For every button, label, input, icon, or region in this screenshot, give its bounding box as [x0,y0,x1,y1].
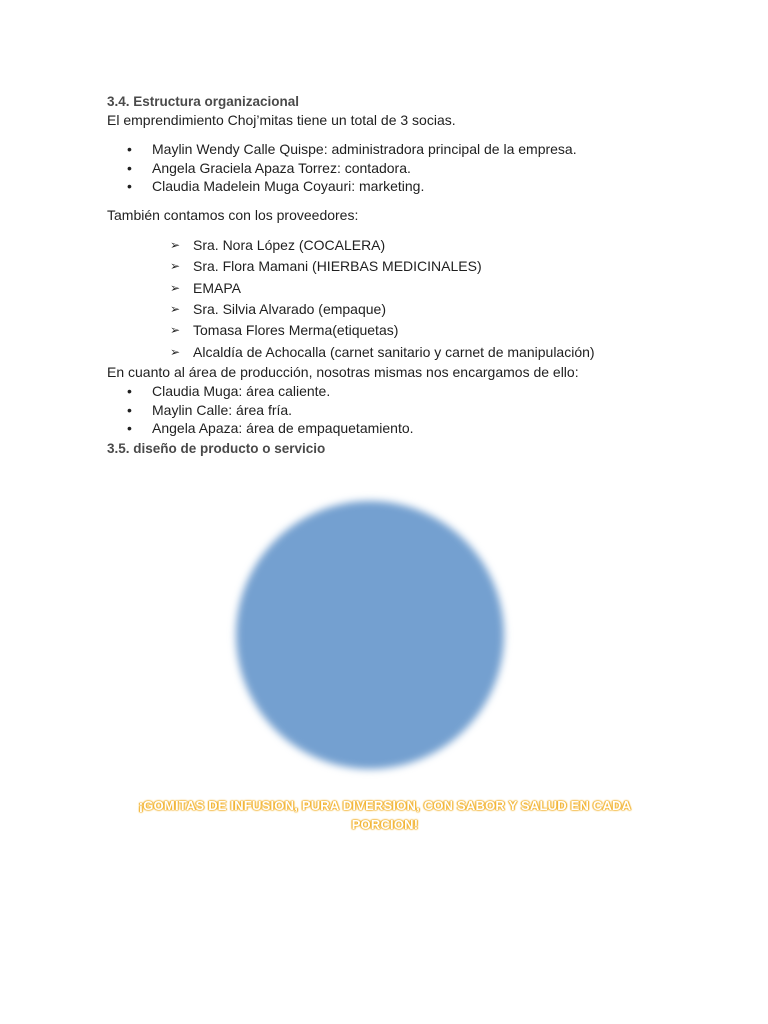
list-item: ➢ Tomasa Flores Merma(etiquetas) [107,320,667,341]
list-item: • Maylin Calle: área fría. [127,401,293,418]
production-list [107,382,667,438]
arrow-bullet-icon: ➢ [170,323,181,338]
bullet-icon: • [127,141,132,157]
list-item: • Claudia Madelein Muga Coyauri: marketing. [127,178,425,195]
list-item: • Angela Apaza: área de empaquetamiento. [127,420,414,437]
arrow-bullet-icon: ➢ [170,344,181,359]
list-item: • Maylin Wendy Calle Quispe: administradora principal de la empresa. [127,141,577,157]
bullet-icon: • [127,420,132,437]
section-heading-diseno: 3.5. diseño de producto o servicio [107,441,326,456]
bullet-icon: • [127,401,132,418]
arrow-bullet-icon: ➢ [170,238,181,253]
product-slogan: ¡GOMITAS DE INFUSION, PURA DIVERSION, CON SABOR Y SALUD EN CADA PORCION! [138,798,632,832]
bullet-icon: • [127,159,132,176]
list-item: • Claudia Muga: área caliente. [127,382,331,399]
arrow-bullet-icon: ➢ [170,302,181,316]
providers-list [107,235,667,363]
intro-paragraph: El emprendimiento Choj’mitas tiene un total de 3 socias. [107,112,456,128]
bullet-icon: • [127,178,132,195]
production-intro: En cuanto al área de producción, nosotras mismas nos encargamos de ello: [107,363,579,380]
arrow-bullet-icon: ➢ [170,280,181,295]
list-item: ➢ Sra. Flora Mamani (HIERBAS MEDICINALES) [107,256,667,277]
bullet-icon: • [127,382,132,399]
product-circle-graphic [236,501,504,769]
providers-intro: También contamos con los proveedores: [107,207,359,224]
list-item: ➢ EMAPA [107,278,667,299]
socias-list [107,140,667,196]
list-item: ➢ Alcaldía de Achocalla (carnet sanitario y carnet de manipulación) [107,342,667,363]
document-page [107,93,667,458]
section-heading-estructura: 3.4. Estructura organizacional [107,94,300,109]
arrow-bullet-icon: ➢ [170,259,181,274]
list-item: ➢ Sra. Nora López (COCALERA) [107,235,667,256]
list-item: ➢ Sra. Silvia Alvarado (empaque) [107,299,667,320]
list-item: • Angela Graciela Apaza Torrez: contadora. [127,159,411,176]
